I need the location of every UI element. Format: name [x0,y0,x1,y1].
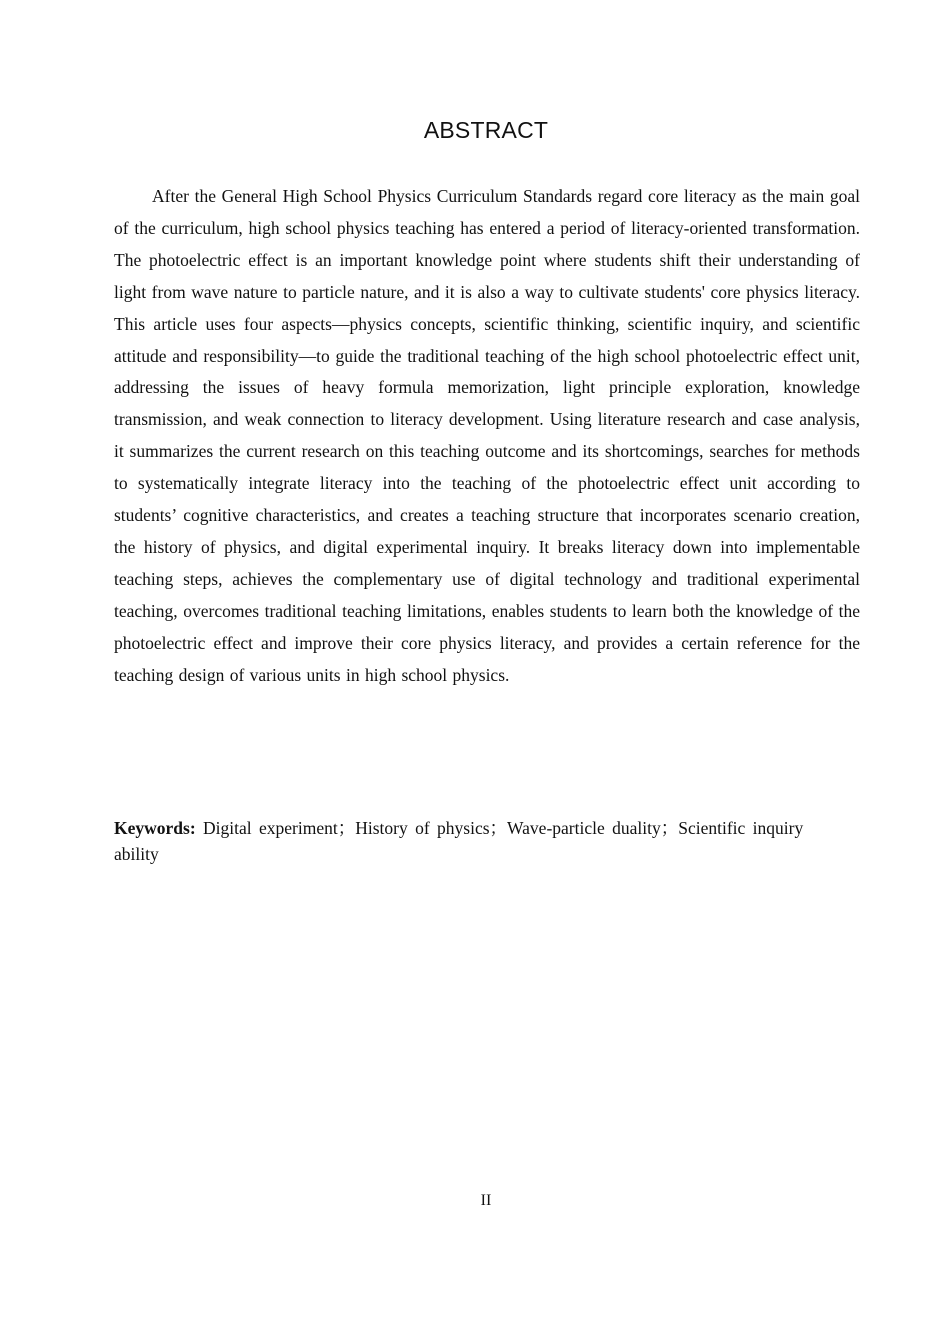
keywords-list: Digital experiment；History of physics；Wave-particle duality；Scientific inquiry ability [114,818,804,864]
abstract-paragraph: After the General High School Physics Curriculum Standards regard core literacy as the main goal of the curriculum, high school physics teaching has entered a period of literacy-oriented transformation. The photoelectric effect is an important knowledge point where students shift their understanding of light from wave nature to particle nature, and it is also a way to cultivate students' core physics literacy. This article uses four aspects—physics concepts, scientific thinking, scientific inquiry, and scientific attitude and responsibility—to guide the traditional teaching of the high school photoelectric effect unit, addressing the issues of heavy formula memorization, light principle exploration, knowledge transmission, and weak connection to literacy development. Using literature research and case analysis, it summarizes the current research on this teaching outcome and its shortcomings, searches for methods to systematically integrate literacy into the teaching of the photoelectric effect unit according to students’ cognitive characteristics, and creates a teaching structure that incorporates scenario creation, the history of physics, and digital experimental inquiry. It breaks literacy down into implementable teaching steps, achieves the complementary use of digital technology and traditional experimental teaching, overcomes traditional teaching limitations, enables students to learn both the knowledge of the photoelectric effect and improve their core physics literacy, and provides a certain reference for the teaching design of various units in high school physics. [114,186,860,685]
keywords-label: Keywords: [114,818,196,838]
page-number: II [480,1192,492,1209]
keywords-line [114,815,819,867]
abstract-title: ABSTRACT [423,117,549,143]
